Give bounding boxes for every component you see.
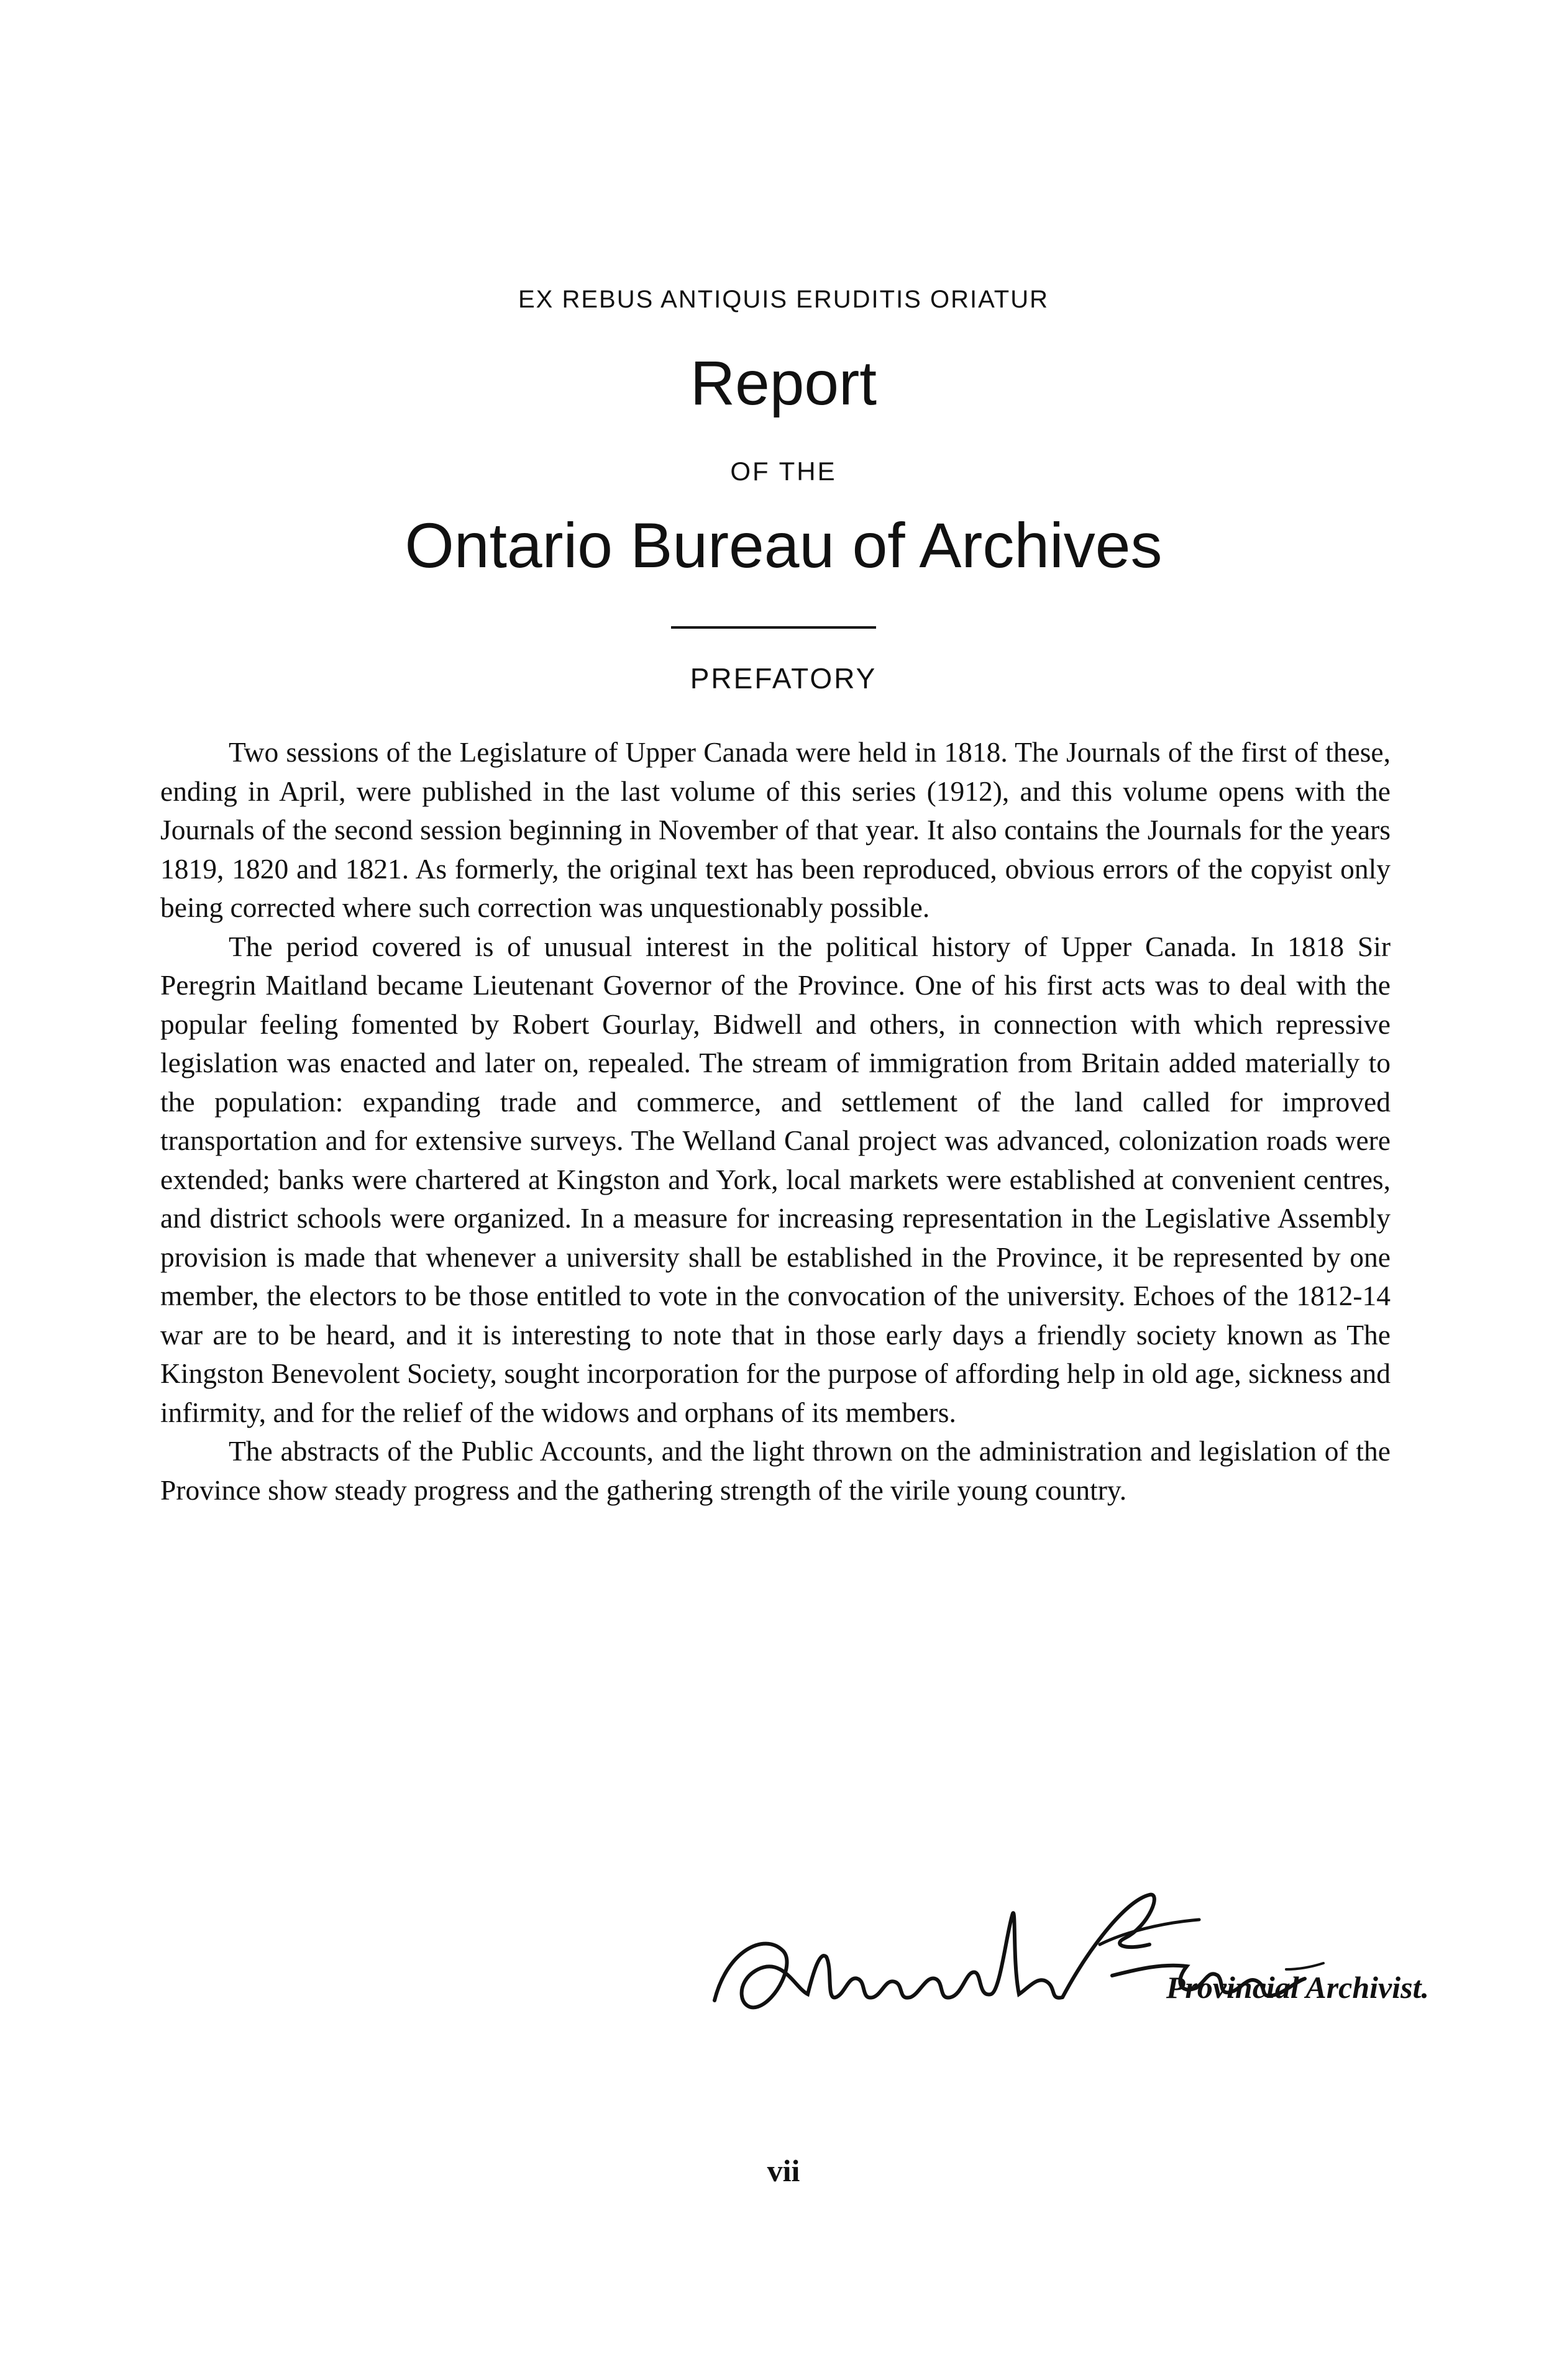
- paragraph-2: The period covered is of unusual interest in the political history of Upper Canada. In 1818 Sir Peregrin Maitland became Lieutenant Governor of the Province. One of his first acts was to deal with the popular feeling fomented by Robert Gourlay, Bidwell and others, in connection with which repressive legislation was enacted and later on, repealed. The stream of immigration from Britain added materially to the population: expanding trade and commerce, and settlement of the land called for improved transportation and for extensive surveys. The Welland Canal project was advanced, colonization roads were extended; banks were chartered at Kingston and York, local markets were established at convenient centres, and district schools were organized. In a measure for increasing representation in the Legislative Assembly provision is made that whenever a university shall be established in the Province, it be represented by one member, the electors to be those entitled to vote in the convocation of the university. Echoes of the 1812-14 war are to be heard, and it is interesting to note that in those early days a friendly society known as The Kingston Benevolent Society, sought incorporation for the purpose of affording help in old age, sickness and infirmity, and for the relief of the widows and orphans of its members.: [160, 930, 1391, 1428]
- page-number: vii: [767, 2153, 800, 2188]
- divider-rule: [671, 626, 876, 629]
- signature-title: Provincial Archivist.: [1166, 1970, 1429, 2005]
- title-bureau: Ontario Bureau of Archives: [404, 510, 1163, 581]
- section-heading: PREFATORY: [690, 662, 877, 695]
- body-text: [160, 733, 1391, 1510]
- title-of-the: OF THE: [730, 457, 837, 486]
- paragraph-1: Two sessions of the Legislature of Upper Canada were held in 1818. The Journals of the first of these, ending in April, were published in the last volume of this series (1912), and this volume opens with the Journals of the second session beginning in November of that year. It also contains the Journals for the years 1819, 1820 and 1821. As formerly, the original text has been reproduced, obvious errors of the copyist only being corrected where such correction was unquestionably possible.: [160, 736, 1391, 923]
- title-report: Report: [690, 349, 877, 418]
- paragraph-3: The abstracts of the Public Accounts, and the light thrown on the administration and legislation of the Province show steady progress and the gathering strength of the virile young country.: [160, 1435, 1391, 1506]
- motto: EX REBUS ANTIQUIS ERUDITIS ORIATUR: [518, 286, 1049, 313]
